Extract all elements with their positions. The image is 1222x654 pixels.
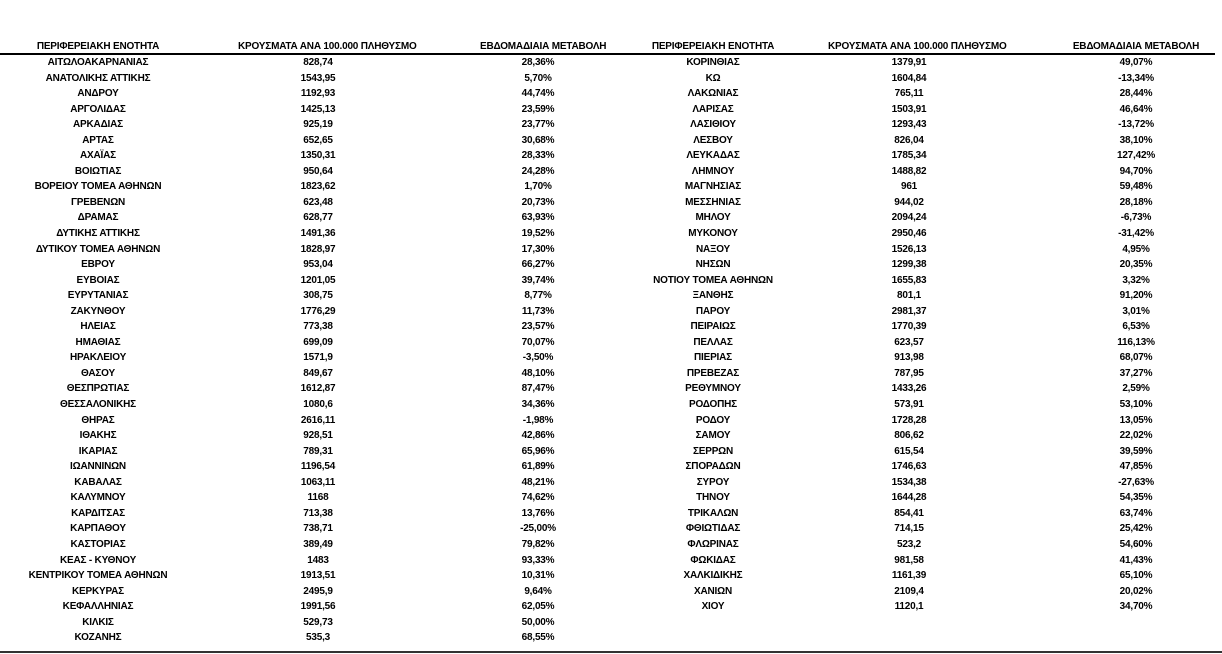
table-cell-change: 10,31%	[521, 570, 555, 582]
table-cell-change: 19,52%	[521, 228, 555, 240]
table-cell-region: ΠΑΡΟΥ	[695, 305, 731, 317]
table-cell-cases: 950,64	[303, 165, 333, 177]
table-cell-cases: 1728,28	[891, 414, 927, 426]
table-cell-cases: 2094,24	[891, 212, 927, 224]
table-cell-region: ΜΥΚΟΝΟΥ	[688, 228, 738, 240]
table-cell-change: 5,70%	[524, 72, 552, 84]
table-cell-cases: 953,04	[303, 259, 333, 271]
table-cell-region: ΡΟΔΟΠΗΣ	[689, 399, 737, 411]
bottom-border	[0, 651, 1222, 653]
table-cell-cases: 1604,84	[891, 72, 927, 84]
table-cell-region: ΚΑΡΠΑΘΟΥ	[70, 523, 126, 535]
table-cell-change: 53,10%	[1119, 399, 1153, 411]
table-cell-region: ΚΑΛΥΜΝΟΥ	[70, 492, 126, 504]
table-cell-region: ΚΑΒΑΛΑΣ	[74, 476, 122, 488]
table-cell-cases: 1644,28	[891, 492, 927, 504]
table-cell-region: ΑΡΤΑΣ	[82, 134, 114, 146]
table-cell-cases: 573,91	[894, 399, 924, 411]
table-cell-region: ΔΥΤΙΚΗΣ ΑΤΤΙΚΗΣ	[56, 228, 140, 240]
table-cell-change: 94,70%	[1119, 165, 1153, 177]
table-cell-region: ΜΕΣΣΗΝΙΑΣ	[685, 196, 741, 208]
table-cell-change: 23,59%	[521, 103, 555, 115]
table-cell-change: 13,05%	[1119, 414, 1153, 426]
table-cell-cases: 1991,56	[300, 601, 336, 613]
table-cell-cases: 308,75	[303, 290, 333, 302]
table-cell-cases: 854,41	[894, 507, 924, 519]
table-cell-region: ΜΑΓΝΗΣΙΑΣ	[684, 181, 742, 193]
table-cell-cases: 1201,05	[300, 274, 336, 286]
table-cell-change: 49,07%	[1119, 57, 1153, 68]
table-cell-region: ΚΟΡΙΝΘΙΑΣ	[686, 57, 740, 68]
table-cell-change: 62,05%	[521, 601, 555, 613]
table-cell-region: ΑΡΓΟΛΙΔΑΣ	[70, 103, 126, 115]
right-region-cells	[610, 55, 816, 615]
table-cell-change: 68,55%	[521, 632, 555, 644]
table-cell-cases: 826,04	[894, 134, 924, 146]
table-cell-region: ΣΕΡΡΩΝ	[692, 445, 734, 457]
table-cell-change: 65,96%	[521, 445, 555, 457]
table-cell-cases: 1534,38	[891, 476, 927, 488]
table-cell-region: ΘΕΣΣΑΛΟΝΙΚΗΣ	[60, 399, 136, 411]
table-cell-cases: 1770,39	[891, 321, 927, 333]
table-cell-cases: 1776,29	[300, 305, 336, 317]
table-cell-cases: 765,11	[894, 88, 924, 100]
table-cell-change: 38,10%	[1119, 134, 1153, 146]
table-cell-region: ΡΕΘΥΜΝΟΥ	[685, 383, 741, 395]
table-cell-change: 3,01%	[1122, 305, 1150, 317]
table-cell-change: 47,85%	[1119, 461, 1153, 473]
table-cell-change: 6,53%	[1122, 321, 1150, 333]
table-cell-region: ΕΒΡΟΥ	[81, 259, 115, 271]
table-cell-change: 54,35%	[1119, 492, 1153, 504]
table-cell-change: 48,21%	[521, 476, 555, 488]
table-cell-change: 20,73%	[521, 196, 555, 208]
table-cell-cases: 615,54	[894, 445, 924, 457]
table-cell-cases: 1828,97	[300, 243, 336, 255]
table-cell-cases: 1488,82	[891, 165, 927, 177]
table-cell-cases: 1571,9	[303, 352, 333, 364]
table-cell-region: ΒΟΙΩΤΙΑΣ	[74, 165, 122, 177]
table-cell-region: ΧΑΝΙΩΝ	[694, 585, 732, 597]
left-cases-cells	[238, 55, 398, 646]
table-cell-change: 20,35%	[1119, 259, 1153, 271]
table-cell-region: ΠΕΙΡΑΙΩΣ	[690, 321, 736, 333]
table-cell-region: ΠΕΛΛΑΣ	[693, 336, 733, 348]
table-cell-change: 28,33%	[521, 150, 555, 162]
table-cell-change: 3,32%	[1122, 274, 1150, 286]
left-change-cells	[480, 55, 596, 646]
table-cell-region: ΑΙΤΩΛΟΑΚΑΡΝΑΝΙΑΣ	[47, 57, 149, 68]
table-cell-cases: 913,98	[894, 352, 924, 364]
table-cell-change: 46,64%	[1119, 103, 1153, 115]
table-cell-region: ΚΩ	[705, 72, 721, 84]
table-cell-cases: 1913,51	[300, 570, 336, 582]
table-cell-cases: 1120,1	[894, 601, 924, 613]
table-cell-cases: 652,65	[303, 134, 333, 146]
table-cell-region: ΙΘΑΚΗΣ	[79, 430, 117, 442]
table-cell-region: ΛΑΚΩΝΙΑΣ	[687, 88, 739, 100]
table-cell-region: ΚΕΦΑΛΛΗΝΙΑΣ	[62, 601, 134, 613]
table-cell-region: ΚΙΛΚΙΣ	[82, 616, 114, 628]
table-cell-change: 2,59%	[1122, 383, 1150, 395]
table-cell-change: 63,93%	[521, 212, 555, 224]
table-cell-change: 91,20%	[1119, 290, 1153, 302]
table-cell-change: 28,36%	[521, 57, 555, 68]
table-cell-change: 74,62%	[521, 492, 555, 504]
table-cell-cases: 849,67	[303, 367, 333, 379]
table-cell-region: ΦΛΩΡΙΝΑΣ	[687, 538, 739, 550]
table-cell-cases: 789,31	[303, 445, 333, 457]
table-cell-cases: 961	[900, 181, 918, 193]
table-cell-change: 41,43%	[1119, 554, 1153, 566]
table-cell-region: ΤΡΙΚΑΛΩΝ	[687, 507, 739, 519]
table-cell-region: ΛΕΥΚΑΔΑΣ	[686, 150, 740, 162]
left-region-cells	[0, 55, 196, 646]
table-cell-cases: 944,02	[894, 196, 924, 208]
table-cell-region: ΜΗΛΟΥ	[695, 212, 731, 224]
table-cell-cases: 928,51	[303, 430, 333, 442]
table-cell-change: 39,74%	[521, 274, 555, 286]
table-cell-cases: 389,49	[303, 538, 333, 550]
table-cell-change: 17,30%	[521, 243, 555, 255]
table-cell-change: 116,13%	[1117, 336, 1155, 348]
table-cell-change: 23,77%	[521, 119, 555, 131]
table-cell-region: ΝΗΣΩΝ	[695, 259, 731, 271]
table-cell-cases: 1379,91	[891, 57, 927, 68]
table-cell-cases: 773,38	[303, 321, 333, 333]
table-cell-change: -31,42%	[1118, 228, 1154, 240]
table-cell-cases: 713,38	[303, 507, 333, 519]
table-cell-cases: 2981,37	[891, 305, 927, 317]
table-cell-region: ΔΡΑΜΑΣ	[77, 212, 119, 224]
table-cell-change: 11,73%	[521, 305, 555, 317]
table-cell-cases: 529,73	[303, 616, 333, 628]
table-cell-change: 23,57%	[521, 321, 555, 333]
table-cell-cases: 1192,93	[300, 88, 336, 100]
table-cell-cases: 1483	[307, 554, 329, 566]
table-cell-change: 28,18%	[1119, 196, 1153, 208]
table-cell-cases: 1196,54	[300, 461, 336, 473]
left-region-column	[0, 40, 196, 646]
table-cell-region: ΧΙΟΥ	[701, 601, 725, 613]
table-cell-cases: 714,15	[894, 523, 924, 535]
table-cell-region: ΙΩΑΝΝΙΝΩΝ	[70, 461, 126, 473]
table-cell-change: -6,73%	[1120, 212, 1152, 224]
table-cell-cases: 623,57	[894, 336, 924, 348]
table-cell-cases: 806,62	[894, 430, 924, 442]
right-cases-column	[828, 40, 1007, 615]
table-cell-change: 9,64%	[524, 585, 552, 597]
table-cell-cases: 1299,38	[891, 259, 927, 271]
right-region-header: ΠΕΡΙΦΕΡΕΙΑΚΗ ΕΝΟΤΗΤΑ	[651, 41, 775, 52]
right-change-column	[1050, 40, 1222, 615]
table-cell-change: 28,44%	[1119, 88, 1153, 100]
table-cell-region: ΗΛΕΙΑΣ	[80, 321, 116, 333]
table-cell-change: 1,70%	[524, 181, 552, 193]
table-cell-change: 34,70%	[1119, 601, 1153, 613]
table-cell-cases: 1425,13	[300, 103, 336, 115]
left-change-column	[480, 40, 607, 646]
table-cell-change: 59,48%	[1119, 181, 1153, 193]
table-cell-change: -1,98%	[522, 414, 554, 426]
table-cell-cases: 738,71	[303, 523, 333, 535]
table-cell-cases: 535,3	[305, 632, 331, 644]
table-cell-change: -13,34%	[1118, 72, 1154, 84]
table-cell-region: ΙΚΑΡΙΑΣ	[78, 445, 118, 457]
table-cell-change: 44,74%	[521, 88, 555, 100]
table-cell-cases: 787,95	[894, 367, 924, 379]
table-cell-region: ΕΥΒΟΙΑΣ	[76, 274, 120, 286]
table-cell-change: 42,86%	[521, 430, 555, 442]
table-cell-cases: 1063,11	[300, 476, 336, 488]
table-cell-region: ΦΘΙΩΤΙΔΑΣ	[685, 523, 741, 535]
table-cell-region: ΗΜΑΘΙΑΣ	[75, 336, 121, 348]
right-region-column	[610, 40, 816, 615]
table-cell-cases: 1433,26	[891, 383, 927, 395]
left-change-header: ΕΒΔΟΜΑΔΙΑΙΑ ΜΕΤΑΒΟΛΗ	[480, 41, 607, 52]
table-cell-cases: 1161,39	[891, 570, 927, 582]
table-cell-change: 63,74%	[1119, 507, 1153, 519]
left-cases-header: ΚΡΟΥΣΜΑΤΑ ΑΝΑ 100.000 ΠΛΗΘΥΣΜΟ	[238, 41, 417, 52]
table-cell-cases: 1168	[307, 492, 329, 504]
table-cell-region: ΚΟΖΑΝΗΣ	[74, 632, 122, 644]
table-cell-cases: 623,48	[303, 196, 333, 208]
table-cell-cases: 1785,34	[891, 150, 927, 162]
table-cell-region: ΗΡΑΚΛΕΙΟΥ	[69, 352, 127, 364]
table-cell-change: 127,42%	[1116, 150, 1156, 162]
table-cell-cases: 1612,87	[300, 383, 336, 395]
table-cell-change: 61,89%	[521, 461, 555, 473]
table-cell-cases: 523,2	[896, 538, 922, 550]
table-cell-change: 70,07%	[521, 336, 555, 348]
table-cell-cases: 1350,31	[300, 150, 336, 162]
table-cell-change: 34,36%	[521, 399, 555, 411]
table-cell-change: 93,33%	[521, 554, 555, 566]
table-cell-change: 37,27%	[1119, 367, 1153, 379]
table-cell-region: ΝΟΤΙΟΥ ΤΟΜΕΑ ΑΘΗΝΩΝ	[653, 274, 773, 286]
table-cell-change: 8,77%	[524, 290, 552, 302]
table-cell-region: ΛΑΡΙΣΑΣ	[692, 103, 734, 115]
table-cell-region: ΒΟΡΕΙΟΥ ΤΟΜΕΑ ΑΘΗΝΩΝ	[34, 181, 162, 193]
table-cell-cases: 801,1	[896, 290, 922, 302]
table-cell-cases: 981,58	[894, 554, 924, 566]
table-cell-cases: 1503,91	[891, 103, 927, 115]
table-cell-change: 4,95%	[1122, 243, 1150, 255]
right-cases-header: ΚΡΟΥΣΜΑΤΑ ΑΝΑ 100.000 ΠΛΗΘΥΣΜΟ	[828, 41, 1007, 52]
table-cell-region: ΠΙΕΡΙΑΣ	[694, 352, 732, 364]
table-cell-region: ΛΕΣΒΟΥ	[693, 134, 733, 146]
table-cell-change: 65,10%	[1119, 570, 1153, 582]
table-cell-region: ΝΑΞΟΥ	[695, 243, 731, 255]
table-cell-region: ΧΑΛΚΙΔΙΚΗΣ	[683, 570, 743, 582]
table-cell-cases: 1293,43	[891, 119, 927, 131]
table-cell-cases: 628,77	[303, 212, 333, 224]
right-change-header: ΕΒΔΟΜΑΔΙΑΙΑ ΜΕΤΑΒΟΛΗ	[1072, 41, 1200, 52]
table-cell-region: ΣΥΡΟΥ	[696, 476, 730, 488]
table-cell-cases: 1491,36	[300, 228, 336, 240]
table-cell-change: -3,50%	[522, 352, 554, 364]
table-cell-region: ΤΗΝΟΥ	[696, 492, 730, 504]
table-cell-cases: 2495,9	[303, 585, 333, 597]
table-cell-change: 20,02%	[1119, 585, 1153, 597]
table-cell-region: ΚΕΝΤΡΙΚΟΥ ΤΟΜΕΑ ΑΘΗΝΩΝ	[28, 570, 168, 582]
table-cell-cases: 828,74	[303, 57, 333, 68]
table-cell-region: ΦΩΚΙΔΑΣ	[690, 554, 736, 566]
table-cell-region: ΣΠΟΡΑΔΩΝ	[685, 461, 741, 473]
table-cell-change: 87,47%	[521, 383, 555, 395]
right-change-cells	[1050, 55, 1222, 615]
table-cell-region: ΠΡΕΒΕΖΑΣ	[686, 367, 740, 379]
table-cell-change: 13,76%	[521, 507, 555, 519]
table-cell-cases: 699,09	[303, 336, 333, 348]
table-cell-region: ΔΥΤΙΚΟΥ ΤΟΜΕΑ ΑΘΗΝΩΝ	[35, 243, 161, 255]
table-cell-region: ΡΟΔΟΥ	[695, 414, 731, 426]
table-cell-region: ΑΧΑΪΑΣ	[80, 150, 116, 162]
table-cell-cases: 2109,4	[894, 585, 924, 597]
table-cell-change: 79,82%	[521, 538, 555, 550]
table-cell-change: 24,28%	[521, 165, 555, 177]
table-cell-cases: 1655,83	[891, 274, 927, 286]
table-cell-change: 50,00%	[521, 616, 555, 628]
table-cell-region: ΚΑΡΔΙΤΣΑΣ	[71, 507, 125, 519]
table-cell-change: 30,68%	[521, 134, 555, 146]
table-cell-region: ΚΕΡΚΥΡΑΣ	[71, 585, 124, 597]
table-cell-region: ΑΡΚΑΔΙΑΣ	[73, 119, 123, 131]
table-cell-cases: 1526,13	[891, 243, 927, 255]
table-cell-cases: 925,19	[303, 119, 333, 131]
table-cell-region: ΑΝΑΤΟΛΙΚΗΣ ΑΤΤΙΚΗΣ	[45, 72, 151, 84]
right-cases-cells	[828, 55, 990, 615]
table-cell-region: ΓΡΕΒΕΝΩΝ	[70, 196, 126, 208]
table-cell-change: 68,07%	[1119, 352, 1153, 364]
table-cell-change: 54,60%	[1119, 538, 1153, 550]
table-cell-change: -13,72%	[1118, 119, 1154, 131]
table-cell-region: ΘΗΡΑΣ	[81, 414, 115, 426]
table-cell-change: -27,63%	[1118, 476, 1154, 488]
table-cell-cases: 1746,63	[891, 461, 927, 473]
table-cell-region: ΚΕΑΣ - ΚΥΘΝΟΥ	[59, 554, 137, 566]
table-cell-region: ΕΥΡΥΤΑΝΙΑΣ	[67, 290, 129, 302]
table-cell-change: 22,02%	[1119, 430, 1153, 442]
table-cell-region: ΣΑΜΟΥ	[695, 430, 731, 442]
table-cell-region: ΘΕΣΠΡΩΤΙΑΣ	[66, 383, 130, 395]
table-cell-cases: 2616,11	[300, 414, 336, 426]
table-cell-change: 66,27%	[521, 259, 555, 271]
table-cell-region: ΖΑΚΥΝΘΟΥ	[70, 305, 126, 317]
table-cell-region: ΞΑΝΘΗΣ	[692, 290, 734, 302]
table-cell-region: ΘΑΣΟΥ	[81, 367, 115, 379]
table-cell-region: ΚΑΣΤΟΡΙΑΣ	[70, 538, 126, 550]
table-cell-region: ΛΑΣΙΘΙΟΥ	[690, 119, 736, 131]
table-cell-change: -25,00%	[520, 523, 556, 535]
table-cell-change: 39,59%	[1119, 445, 1153, 457]
table-cell-cases: 2950,46	[891, 228, 927, 240]
left-region-header: ΠΕΡΙΦΕΡΕΙΑΚΗ ΕΝΟΤΗΤΑ	[36, 41, 160, 52]
table-cell-region: ΛΗΜΝΟΥ	[691, 165, 735, 177]
table-cell-change: 25,42%	[1119, 523, 1153, 535]
table-cell-cases: 1543,95	[300, 72, 336, 84]
table-cell-cases: 1823,62	[300, 181, 336, 193]
table-cell-region: ΑΝΔΡΟΥ	[77, 88, 119, 100]
left-cases-column	[238, 40, 417, 646]
table-cell-change: 48,10%	[521, 367, 555, 379]
table-cell-cases: 1080,6	[303, 399, 333, 411]
